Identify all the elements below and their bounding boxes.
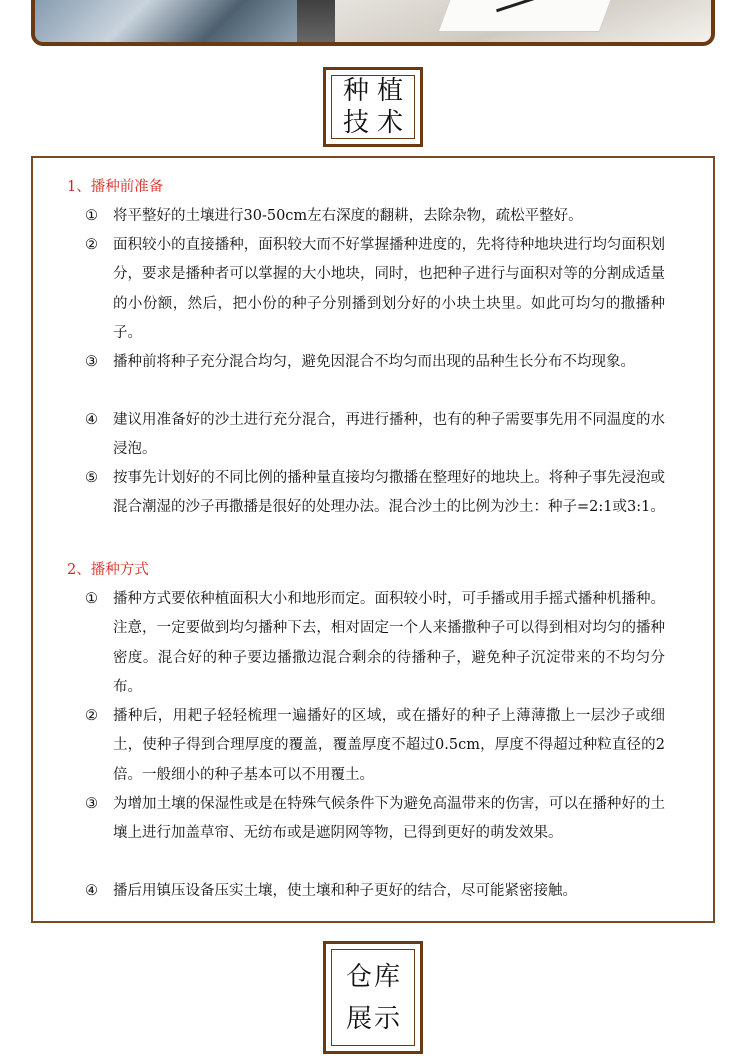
item-number: ⑤ bbox=[85, 470, 98, 486]
top-photo-banner bbox=[31, 0, 715, 46]
section-heading-sowing-prep: 1、播种前准备 bbox=[67, 179, 164, 195]
planting-technique-title bbox=[323, 67, 423, 147]
list-item bbox=[85, 406, 665, 465]
lab-photo-right bbox=[335, 0, 711, 42]
list-item bbox=[85, 790, 665, 849]
list-item bbox=[85, 202, 665, 231]
item-number: ① bbox=[85, 208, 98, 224]
item-number: ② bbox=[85, 237, 98, 253]
list-item bbox=[85, 702, 665, 790]
item-number: ② bbox=[85, 708, 98, 724]
item-text: 为增加土壤的保湿性或是在特殊气候条件下为避免高温带来的伤害，可以在播种好的土壤上进行加盖草帘、无纺布或是遮阴网等物，已得到更好的萌发效果。 bbox=[113, 796, 665, 842]
item-number: ④ bbox=[85, 412, 98, 428]
planting-technique-content bbox=[31, 156, 715, 923]
title-line-2: 技术 bbox=[342, 108, 411, 138]
lab-photo-left bbox=[35, 0, 297, 42]
list-item bbox=[85, 464, 665, 523]
title-line-1: 种植 bbox=[342, 76, 411, 106]
section-heading-sowing-method: 2、播种方式 bbox=[67, 562, 149, 578]
item-text: 面积较小的直接播种，面积较大而不好掌握播种进度的，先将待种地块进行均匀面积划分，要求是播种者可以掌握的大小地块，同时，也把种子进行与面积对等的分割成适量的小份额，然后，把小份的种子分别播到划分好的小块土块里。如此可均匀的撒播种子。 bbox=[113, 237, 665, 341]
warehouse-display-title bbox=[323, 941, 423, 1054]
item-text: 播种方式要依种植面积大小和地形而定。面积较小时，可手播或用手摇式播种机播种。注意，一定要做到均匀播种下去，相对固定一个人来播撒种子可以得到相对均匀的播种密度。混合好的种子要边播撒边混合剩余的待播种子，避免种子沉淀带来的不均匀分布。 bbox=[113, 591, 665, 695]
item-text: 播种后，用耙子轻轻梳理一遍播好的区域，或在播好的种子上薄薄撒上一层沙子或细土，使种子得到合理厚度的覆盖，覆盖厚度不超过0.5cm，厚度不得超过种粒直径的2倍。一般细小的种子基本可以不用覆土。 bbox=[113, 708, 665, 783]
item-text: 播后用镇压设备压实土壤，使土壤和种子更好的结合，尽可能紧密接触。 bbox=[113, 883, 577, 899]
list-item bbox=[85, 231, 665, 348]
item-number: ③ bbox=[85, 354, 98, 370]
item-text: 将平整好的土壤进行30-50cm左右深度的翻耕，去除杂物，疏松平整好。 bbox=[113, 208, 583, 224]
title-line-2: 展示 bbox=[345, 1003, 402, 1034]
item-number: ① bbox=[85, 591, 98, 607]
title-line-1: 仓库 bbox=[345, 961, 402, 992]
list-item bbox=[85, 585, 665, 702]
item-text: 按事先计划好的不同比例的播种量直接均匀撒播在整理好的地块上。将种子事先浸泡或混合潮湿的沙子再撒播是很好的处理办法。混合沙土的比例为沙土：种子=2:1或3:1。 bbox=[113, 470, 665, 516]
lab-photo-middle bbox=[297, 0, 335, 42]
item-text: 建议用准备好的沙土进行充分混合，再进行播种，也有的种子需要事先用不同温度的水浸泡。 bbox=[113, 412, 665, 458]
item-number: ④ bbox=[85, 883, 98, 899]
item-number: ③ bbox=[85, 796, 98, 812]
item-text: 播种前将种子充分混合均匀，避免因混合不均匀而出现的品种生长分布不均现象。 bbox=[113, 354, 635, 370]
list-item bbox=[85, 877, 665, 906]
list-item bbox=[85, 348, 665, 377]
